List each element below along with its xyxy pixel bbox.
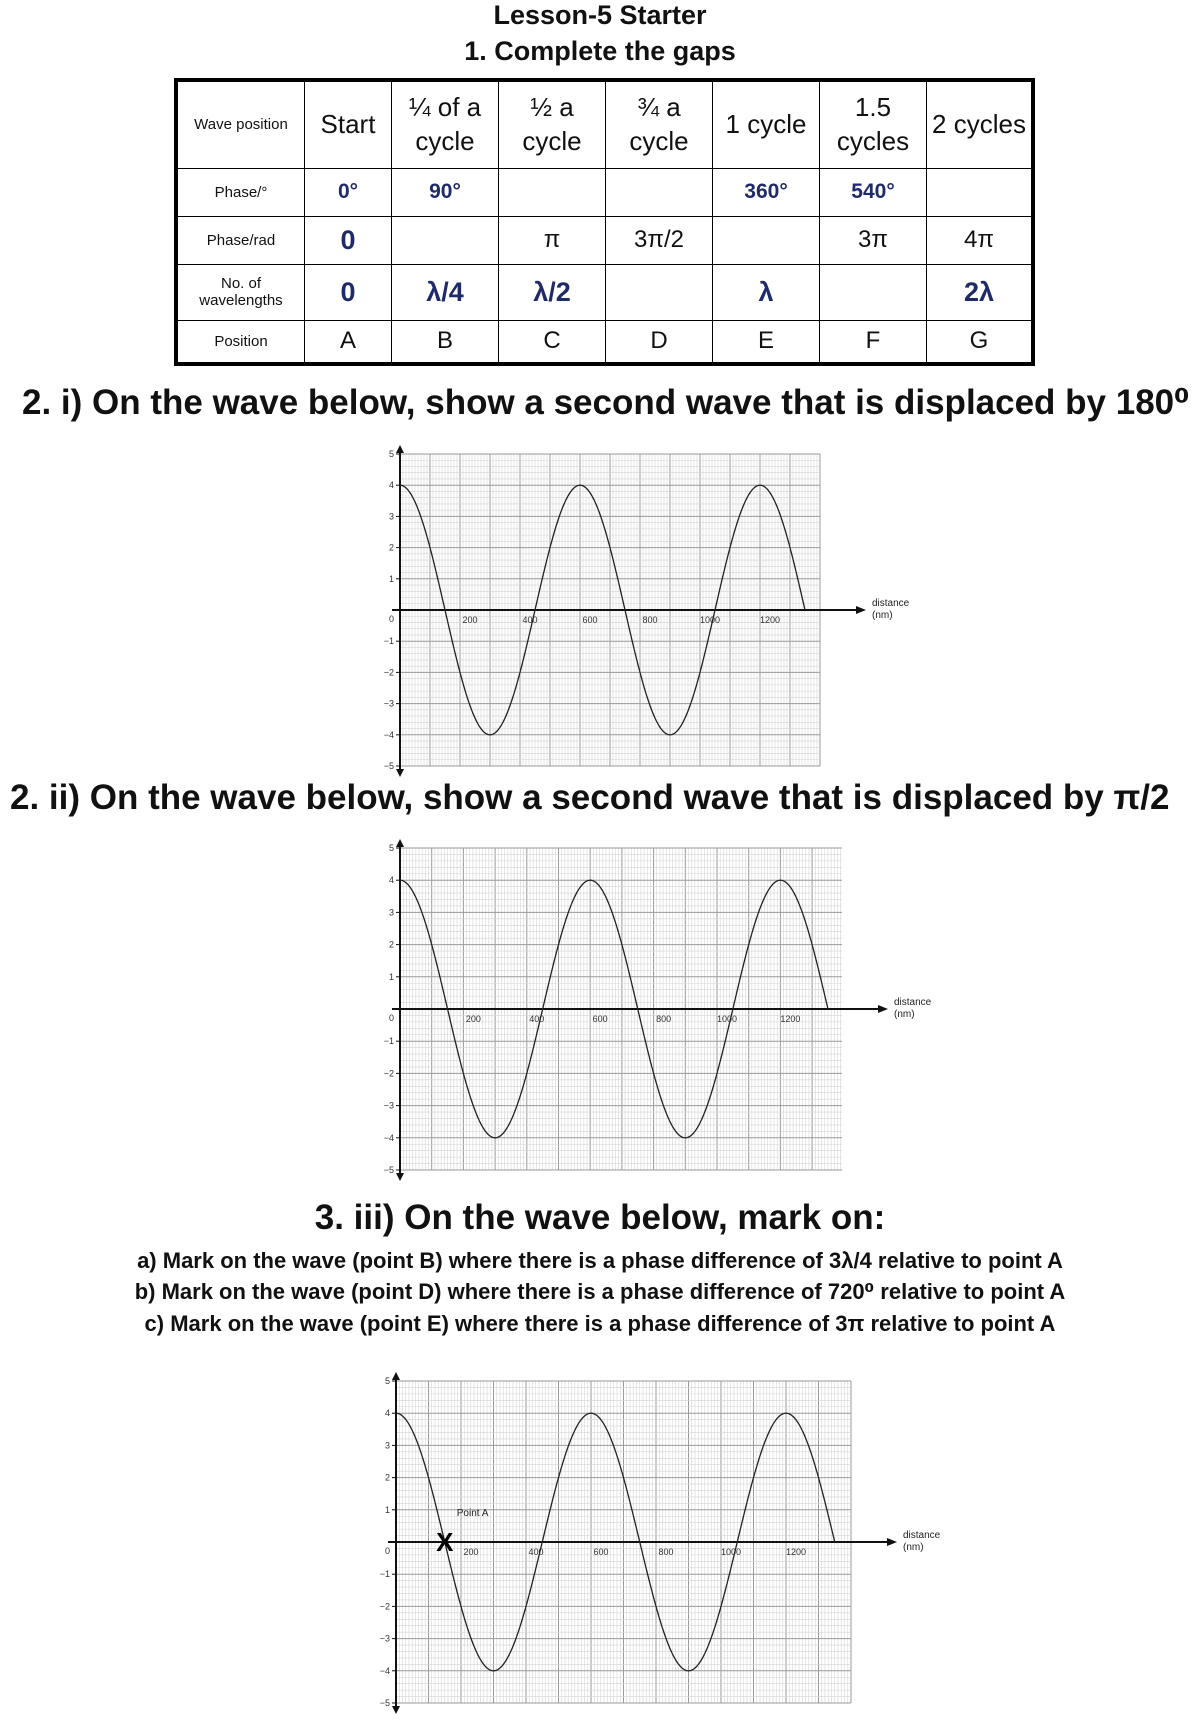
y-tick-label: −1 <box>383 636 394 647</box>
point-a-marker: X <box>436 1527 454 1557</box>
x-tick-label: 600 <box>592 1014 608 1024</box>
header-cell: 2 cycles <box>927 80 1034 168</box>
y-tick-label: 4 <box>388 875 394 886</box>
x-tick-label: 400 <box>528 1547 544 1557</box>
y-tick-label: 3 <box>388 511 394 522</box>
table-row <box>176 216 1033 264</box>
header-cell: 1.5 cycles <box>820 80 927 168</box>
table-cell: 3π/2 <box>606 216 713 264</box>
table-cell: A <box>305 320 392 364</box>
table-cell <box>499 168 606 216</box>
x-axis-label: distance <box>903 1530 941 1541</box>
table-cell: π <box>499 216 606 264</box>
question-3b: b) Mark on the wave (point D) where there is a phase difference of 720⁰ relative to point A <box>134 1279 1066 1304</box>
y-tick-label: 1 <box>388 573 394 584</box>
x-tick-label: 800 <box>658 1547 674 1557</box>
table-cell: F <box>820 320 927 364</box>
x-tick-label: 600 <box>593 1547 609 1557</box>
wave-graph-3 <box>376 1371 941 1721</box>
table-cell: λ <box>713 264 820 320</box>
y-tick-label: 0 <box>384 1546 390 1556</box>
y-tick-label: −3 <box>379 1633 390 1644</box>
table-cell: 540° <box>820 168 927 216</box>
question-3a: a) Mark on the wave (point B) where there is a phase difference of 3λ/4 relative to point A <box>137 1248 1063 1273</box>
y-tick-label: 1 <box>384 1504 390 1515</box>
y-axis-arrow-up <box>396 445 404 453</box>
table-cell: C <box>499 320 606 364</box>
x-axis-label-unit: (nm) <box>894 1009 915 1020</box>
y-tick-label: 5 <box>384 1376 390 1386</box>
table-cell <box>820 264 927 320</box>
y-tick-label: −2 <box>383 1068 394 1079</box>
x-axis-label-unit: (nm) <box>872 610 893 621</box>
y-tick-label: 1 <box>388 971 394 982</box>
y-tick-label: 0 <box>388 614 394 624</box>
x-axis-label: distance <box>872 598 910 609</box>
x-axis-arrow <box>856 606 866 614</box>
x-axis-label: distance <box>894 997 932 1008</box>
x-tick-label: 600 <box>582 615 598 625</box>
x-tick-label: 800 <box>642 615 658 625</box>
x-tick-label: 1000 <box>720 1547 742 1557</box>
table-cell <box>392 216 499 264</box>
table-cell: 0 <box>305 216 392 264</box>
table-cell: E <box>713 320 820 364</box>
table-cell <box>606 264 713 320</box>
y-tick-label: −2 <box>379 1601 390 1612</box>
y-tick-label: 5 <box>388 449 394 459</box>
table-row <box>176 320 1033 364</box>
y-axis-arrow-up <box>392 1372 400 1380</box>
header-cell: Wave position <box>176 80 305 168</box>
wave-graph-2 <box>380 838 932 1188</box>
table-cell: D <box>606 320 713 364</box>
section-subtitle: 1. Complete the gaps <box>464 36 736 66</box>
table-cell: B <box>392 320 499 364</box>
y-tick-label: −1 <box>383 1036 394 1047</box>
y-tick-label: −4 <box>383 1132 394 1143</box>
question-3c: c) Mark on the wave (point E) where there is a phase difference of 3π relative to point A <box>144 1311 1056 1336</box>
y-tick-label: −3 <box>383 698 394 709</box>
y-tick-label: 2 <box>384 1472 390 1483</box>
y-tick-label: 3 <box>384 1440 390 1451</box>
question-2ii-heading: 2. ii) On the wave below, show a second wave that is displaced by π/2 <box>10 778 1170 817</box>
x-tick-label: 800 <box>656 1014 672 1024</box>
header-cell: ¼ of a cycle <box>392 80 499 168</box>
table-cell: 90° <box>392 168 499 216</box>
y-axis-arrow-up <box>396 839 404 847</box>
row-label: Phase/rad <box>176 216 305 264</box>
y-axis-arrow-down <box>396 1173 404 1181</box>
table-cell: G <box>927 320 1034 364</box>
y-tick-label: 4 <box>384 1408 390 1419</box>
row-label: Phase/° <box>176 168 305 216</box>
x-tick-label: 200 <box>465 1014 481 1024</box>
y-tick-label: −3 <box>383 1100 394 1111</box>
row-label: No. of wavelengths <box>176 264 305 320</box>
table-header-row <box>176 80 1033 168</box>
table-row <box>176 168 1033 216</box>
y-tick-label: 2 <box>388 939 394 950</box>
y-tick-label: 3 <box>388 907 394 918</box>
y-tick-label: −2 <box>383 667 394 678</box>
x-tick-label: 1200 <box>780 1014 801 1024</box>
header-cell: ¾ a cycle <box>606 80 713 168</box>
header-cell: Start <box>305 80 392 168</box>
table-cell: 4π <box>927 216 1034 264</box>
x-tick-label: 1200 <box>759 615 781 625</box>
y-tick-label: −1 <box>379 1569 390 1580</box>
table-cell: 360° <box>713 168 820 216</box>
y-tick-label: −4 <box>379 1665 390 1676</box>
table-row <box>176 264 1033 320</box>
y-tick-label: 0 <box>388 1013 394 1023</box>
x-tick-label: 1200 <box>785 1547 807 1557</box>
table-cell: 0° <box>305 168 392 216</box>
y-tick-label: −5 <box>379 1698 390 1708</box>
question-3-heading: 3. iii) On the wave below, mark on: <box>314 1198 886 1237</box>
table-cell: 3π <box>820 216 927 264</box>
y-axis-arrow-down <box>396 769 404 777</box>
table-cell: 0 <box>305 264 392 320</box>
header-cell: 1 cycle <box>713 80 820 168</box>
x-tick-label: 200 <box>463 1547 479 1557</box>
x-axis-arrow <box>887 1538 897 1546</box>
x-tick-label: 400 <box>522 615 538 625</box>
table-cell: λ/4 <box>392 264 499 320</box>
question-2i-heading: 2. i) On the wave below, show a second wave that is displaced by 180⁰ <box>22 383 1190 422</box>
point-a-label: Point A <box>456 1508 489 1519</box>
y-tick-label: 4 <box>388 480 394 491</box>
y-tick-label: 2 <box>388 542 394 553</box>
x-axis-arrow <box>878 1005 888 1013</box>
y-tick-label: −5 <box>383 761 394 771</box>
table-cell <box>927 168 1034 216</box>
x-axis-label-unit: (nm) <box>903 1542 924 1553</box>
table-cell <box>713 216 820 264</box>
y-tick-label: −5 <box>383 1165 394 1175</box>
row-label: Position <box>176 320 305 364</box>
table-cell <box>606 168 713 216</box>
x-tick-label: 1000 <box>716 1014 738 1024</box>
header-cell: ½ a cycle <box>499 80 606 168</box>
x-tick-label: 1000 <box>699 615 721 625</box>
table-cell: 2λ <box>927 264 1034 320</box>
table-cell: λ/2 <box>499 264 606 320</box>
phase-table <box>174 78 1035 366</box>
page-title: Lesson-5 Starter <box>493 0 707 30</box>
y-tick-label: 5 <box>388 843 394 853</box>
y-tick-label: −4 <box>383 729 394 740</box>
wave-graph-1 <box>380 444 910 784</box>
x-tick-label: 400 <box>529 1014 545 1024</box>
y-axis-arrow-down <box>392 1706 400 1714</box>
x-tick-label: 200 <box>462 615 478 625</box>
